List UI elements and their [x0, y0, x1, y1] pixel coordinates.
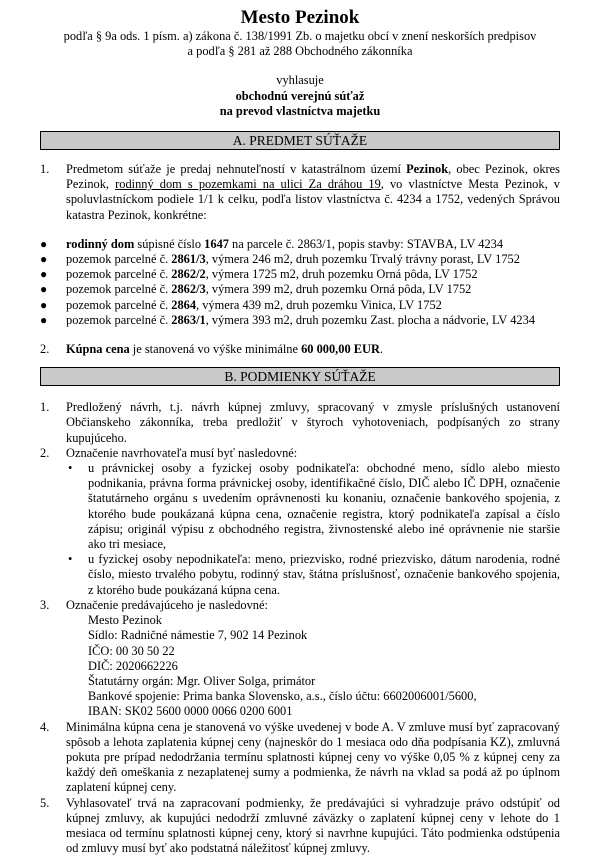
- bullet-icon: ●: [40, 282, 48, 297]
- sub-item-text: u právnickej osoby a fyzickej osoby podnikateľa: obchodné meno, sídlo alebo miesto podnikania, právna forma právnickej osoby, identifikačné číslo, DIČ alebo IČ DPH, označenie štatutárneho orgánu s uvedením oprávnenosti ku konaniu, označenie bankového spojenia, z ktorého bude poukázaná kúpna cena, označenie registra, ktorý podnikateľa zapísal a číslo zápisu; originál výpisu z obchodného registra, živnostenské alebo iné oprávnenie nie staršie ako tri mesiace,: [88, 461, 560, 552]
- item-number: 5.: [40, 795, 50, 810]
- competition-text: obchodnú verejnú súťaž: [235, 88, 365, 103]
- item-number: 1.: [40, 162, 50, 177]
- bold-run: 1647: [204, 236, 229, 251]
- seller-line: DIČ: 2020662226: [88, 658, 178, 673]
- bold-run: Pezinok: [406, 162, 449, 177]
- property-item: [40, 267, 560, 282]
- section-b-item-4: [40, 720, 560, 796]
- item-text: Minimálna kúpna cena je stanovená vo výške uvedenej v bode A. V zmluve musí byť zapracovaný spôsob a lehota zaplatenia kúpnej ceny (najneskôr do 1 mesiaca odo dňa podpísania KZ), zmluvná pokuta pre prípad nedodržania termínu splatnosti kúpnej ceny vo výške 0,05 % z kúpnej ceny za každý deň omeškania z nezaplatenej sumy a podmienka, že návrh na vklad sa podá až po úplnom zaplatení kúpnej ceny.: [66, 719, 560, 795]
- text-run: , vo vlastníctve Mesta Pezinok, v spoluvlastníckom podiele 1/1 k celku, podľa listov vlastníctva č. 4234 a 1752, vedených Správou katastra Pezinok, konkrétne:: [66, 177, 560, 222]
- property-item: [40, 298, 560, 313]
- bold-run: Kúpna cena: [66, 342, 130, 357]
- sub-item: [66, 552, 560, 598]
- underlined-run: rodinný dom s pozemkami na ulici Za dráhou 19: [115, 177, 381, 192]
- property-item: [40, 282, 560, 297]
- section-a-item-1: [40, 162, 560, 223]
- bullet-icon: •: [68, 461, 73, 476]
- bold-run: 2861/3: [171, 252, 206, 267]
- bold-run: rodinný dom: [66, 236, 135, 251]
- bullet-icon: ●: [40, 236, 48, 251]
- seller-line: Sídlo: Radničné námestie 7, 902 14 Pezinok: [88, 628, 308, 643]
- text-run: , výmera 1725 m2, druh pozemku Orná pôda, LV 1752: [205, 267, 478, 282]
- bold-run: 2862/3: [171, 282, 206, 297]
- section-b-item-5: [40, 796, 560, 856]
- section-b-heading: B. PODMIENKY SÚŤAŽE: [40, 367, 560, 386]
- document-title: Mesto Pezinok: [240, 7, 360, 28]
- item-number: 2.: [40, 445, 50, 460]
- seller-line: Mesto Pezinok: [88, 613, 162, 628]
- bullet-icon: ●: [40, 267, 48, 282]
- announces-text: vyhlasuje: [276, 73, 324, 88]
- item-number: 1.: [40, 400, 50, 415]
- property-list: [40, 237, 560, 328]
- section-b-body: [40, 400, 560, 856]
- text-run: , výmera 246 m2, druh pozemku Trvalý trávny porast, LV 1752: [205, 252, 520, 267]
- purpose-text: na prevod vlastníctva majetku: [219, 103, 381, 118]
- section-b-item-3: [40, 598, 560, 613]
- item-text: Označenie predávajúceho je nasledovné:: [66, 597, 268, 612]
- seller-line: Štatutárny orgán: Mgr. Oliver Solga, primátor: [88, 673, 316, 688]
- seller-line: Bankové spojenie: Prima banka Slovensko, a.s., číslo účtu: 6602006001/5600,: [88, 689, 477, 704]
- text-run: .: [379, 342, 384, 357]
- text-run: pozemok parcelné č.: [66, 297, 172, 312]
- seller-line: IBAN: SK02 5600 0000 0066 0200 6001: [88, 704, 293, 719]
- sub-item: [66, 461, 560, 552]
- sub-item-text: u fyzickej osoby nepodnikateľa: meno, priezvisko, rodné priezvisko, dátum narodenia, rodné číslo, miesto trvalého pobytu, rodinný stav, štátna príslušnosť, označenie bankového spojenia, z ktorého bude poukázaná kúpna cena.: [88, 552, 560, 597]
- bold-run: 2862/2: [171, 267, 206, 282]
- item-number: 4.: [40, 719, 50, 734]
- law-reference-line-1: podľa § 9a ods. 1 písm. a) zákona č. 138/1991 Zb. o majetku obcí v znení neskorších predpisov: [63, 29, 537, 43]
- item-text: Označenie navrhovateľa musí byť nasledovné:: [66, 445, 298, 460]
- bullet-icon: ●: [40, 312, 48, 327]
- item-text: Vyhlasovateľ trvá na zapracovaní podmienky, že predávajúci si vyhradzuje právo odstúpiť od kúpnej zmluvy, ak kupujúci nedodrží zmluvné záväzky o zaplatení kúpnej ceny v lehote do 1 mesiaca od termínu splatnosti kúpnej ceny, ktorý si navrhne kupujúci. Táto podmienka odstúpenia od zmluvy musí byť ako podstatná náležitosť kúpnej zmluvy.: [66, 795, 560, 856]
- text-run: , výmera 439 m2, druh pozemku Vinica, LV 1752: [196, 297, 442, 312]
- property-item: [40, 313, 560, 328]
- seller-line: IČO: 00 30 50 22: [88, 643, 175, 658]
- section-b-item-2: [40, 446, 560, 461]
- text-run: súpisné číslo: [134, 236, 205, 251]
- property-item: [40, 252, 560, 267]
- section-a-item-2: [40, 342, 560, 357]
- bullet-icon: ●: [40, 252, 48, 267]
- text-run: , výmera 399 m2, druh pozemku Orná pôda, LV 1752: [205, 282, 472, 297]
- text-run: je stanovená vo výške minimálne: [129, 342, 302, 357]
- section-a-body: [40, 162, 560, 357]
- text-run: na parcele č. 2863/1, popis stavby: STAVBA, LV 4234: [228, 236, 504, 251]
- item-number: 2.: [40, 342, 50, 357]
- text-run: pozemok parcelné č.: [66, 282, 172, 297]
- bold-run: 60 000,00 EUR: [301, 342, 380, 357]
- text-run: Predmetom súťaže je predaj nehnuteľností v katastrálnom území: [66, 162, 407, 177]
- item-text: [66, 342, 560, 357]
- item-text: Predložený návrh, t.j. návrh kúpnej zmluvy, spracovaný v zmysle príslušných ustanovení Občianskeho zákonníka, treba predložiť v štyroch vyhotoveniach, podpísaných zo strany kupujúceho.: [66, 400, 560, 445]
- text-run: , obec Pezinok, okres Pezinok,: [66, 162, 560, 192]
- seller-address-block: [88, 613, 560, 719]
- section-b-item-1: [40, 400, 560, 446]
- property-item: [40, 237, 560, 252]
- bullet-icon: •: [68, 552, 73, 567]
- bold-run: 2863/1: [171, 312, 206, 327]
- text-run: pozemok parcelné č.: [66, 252, 172, 267]
- law-reference-line-2: a podľa § 281 až 288 Obchodného zákonníka: [187, 44, 413, 59]
- text-run: pozemok parcelné č.: [66, 267, 172, 282]
- bullet-icon: ●: [40, 297, 48, 312]
- bold-run: 2864: [171, 297, 197, 312]
- text-run: , výmera 393 m2, druh pozemku Zast. plocha a nádvorie, LV 4234: [205, 312, 536, 327]
- item-text: [66, 162, 560, 223]
- item-number: 3.: [40, 597, 50, 612]
- section-a-heading: A. PREDMET SÚŤAŽE: [40, 131, 560, 150]
- text-run: pozemok parcelné č.: [66, 312, 172, 327]
